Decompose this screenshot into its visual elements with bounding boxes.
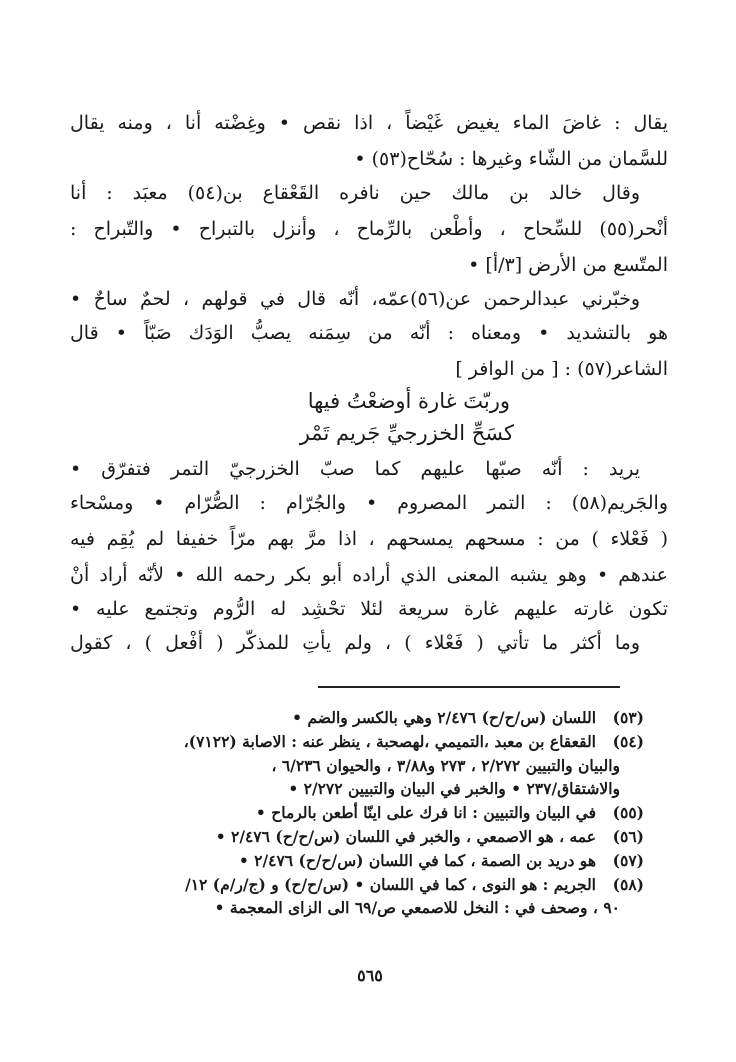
body-line-14: وما أكثر ما تأتي ( فَعْلاء ) ، ولم يأتِ للمذكّر ( أفْعل ) ، كقول [70,632,640,654]
body-line-8: الشاعر(٥٧) : [ من الوافر ] [455,358,668,380]
footnote-56-text: عمه ، هو الاصمعي ، والخبر في اللسان (س/ح/ح) ٢/٤٧٦ • [215,827,596,846]
footnote-54-line-3: والاشتقاق/٢٣٧ • والخبر في البيان والتبيين ٢/٢٧٢ • [288,779,620,798]
body-line-10: والجَريم(٥٨) : التمر المصروم • والجُرّام : الصُّرّام • ومسْحاء [70,492,668,514]
body-line-7: هو بالتشديد • ومعناه : أنّه من سِمَنه يصبُّ الوَدَك صَبّاً • قال [70,322,668,344]
footnote-56-number: (٥٦) [612,827,644,846]
page-number: ٥٦٥ [357,966,383,985]
body-line-1: يقال : غاضَ الماء يغيض غَيْضاً ، اذا نقص • وغِضْته أنا ، ومنه يقال [70,112,668,134]
body-line-2: للسَّمان من الشّاء وغيرها : سُحّاح(٥٣) • [354,148,668,170]
footnote-55-text: في البيان والتبيين : انا فرك على اينّا أطعن بالرماح • [255,803,596,822]
footnote-54-text: القعقاع بن معبد ،التميمي ،لهصحبة ، ينظر عنه : الاصابة (٧١٢٢)، [183,732,596,751]
footnote-53-text: اللسان (س/ح/ح) ٢/٤٧٦ وهي بالكسر والضم • [292,708,596,727]
footnote-55-number: (٥٥) [612,803,644,822]
footnote-53-number: (٥٣) [612,708,644,727]
body-line-3: وقال خالد بن مالك حين نافره القَعْقاع بن(٥٤) معبَد : أنا [70,182,640,204]
footnote-54-number: (٥٤) [612,732,644,751]
body-line-4: أنْحر(٥٥) للسِّحاح ، وأطْعن بالرِّماح ، وأنزل بالتبراح • والتّبراح : [70,218,668,240]
body-line-12: عندهم • وهو يشبه المعنى الذي أراده أبو بكر رحمه الله • لأنّه أراد أنْ [70,564,668,586]
body-line-5: المتّسع من الأرض [٣/أ] • [468,254,668,276]
body-line-6: وخبّرني عبدالرحمن عن(٥٦)عمّه، أنّه قال في قولهم ، لحمٌ ساحٌ • [70,288,640,310]
footnote-divider [318,686,620,688]
footnote-57-number: (٥٧) [612,851,644,870]
footnote-58-line-2: ٩٠ ، وصحف في : النخل للاصمعي ص/٦٩ الى الزاى المعجمة • [214,898,620,917]
verse-line-1: وربّتَ غارة أوضعْتُ فيها [307,389,510,413]
body-line-13: تكون غارته عليهم غارة سريعة لئلا تحْشِد له الرُّوم وتجتمع عليه • [70,598,668,620]
footnote-58-number: (٥٨) [612,875,644,894]
verse-line-2: كسَحِّ الخزرجيِّ جَريم تَمْر [299,421,514,445]
body-line-11: ( فَعْلاء ) من : مسحهم يمسحهم ، اذا مرَّ بهم مرّاً خفيفا لم يُقِم فيه [70,528,668,550]
body-line-9: يريد : أنّه صبّها عليهم كما صبّ الخزرجيّ التمر فتفرّق • [70,458,640,480]
footnote-58-text: الجريم : هو النوى ، كما في اللسان • (س/ح/ح) و (ج/ر/م) ١٢/ [185,875,596,894]
footnote-54-line-2: والبيان والتبيين ٢/٢٧٢ ، ٢٧٣ و٣/٨٨ ، والحيوان ٦/٢٣٦ ، [271,756,620,775]
footnote-57-text: هو دريد بن الصمة ، كما في اللسان (س/ح/ح) ٢/٤٧٦ • [238,851,596,870]
